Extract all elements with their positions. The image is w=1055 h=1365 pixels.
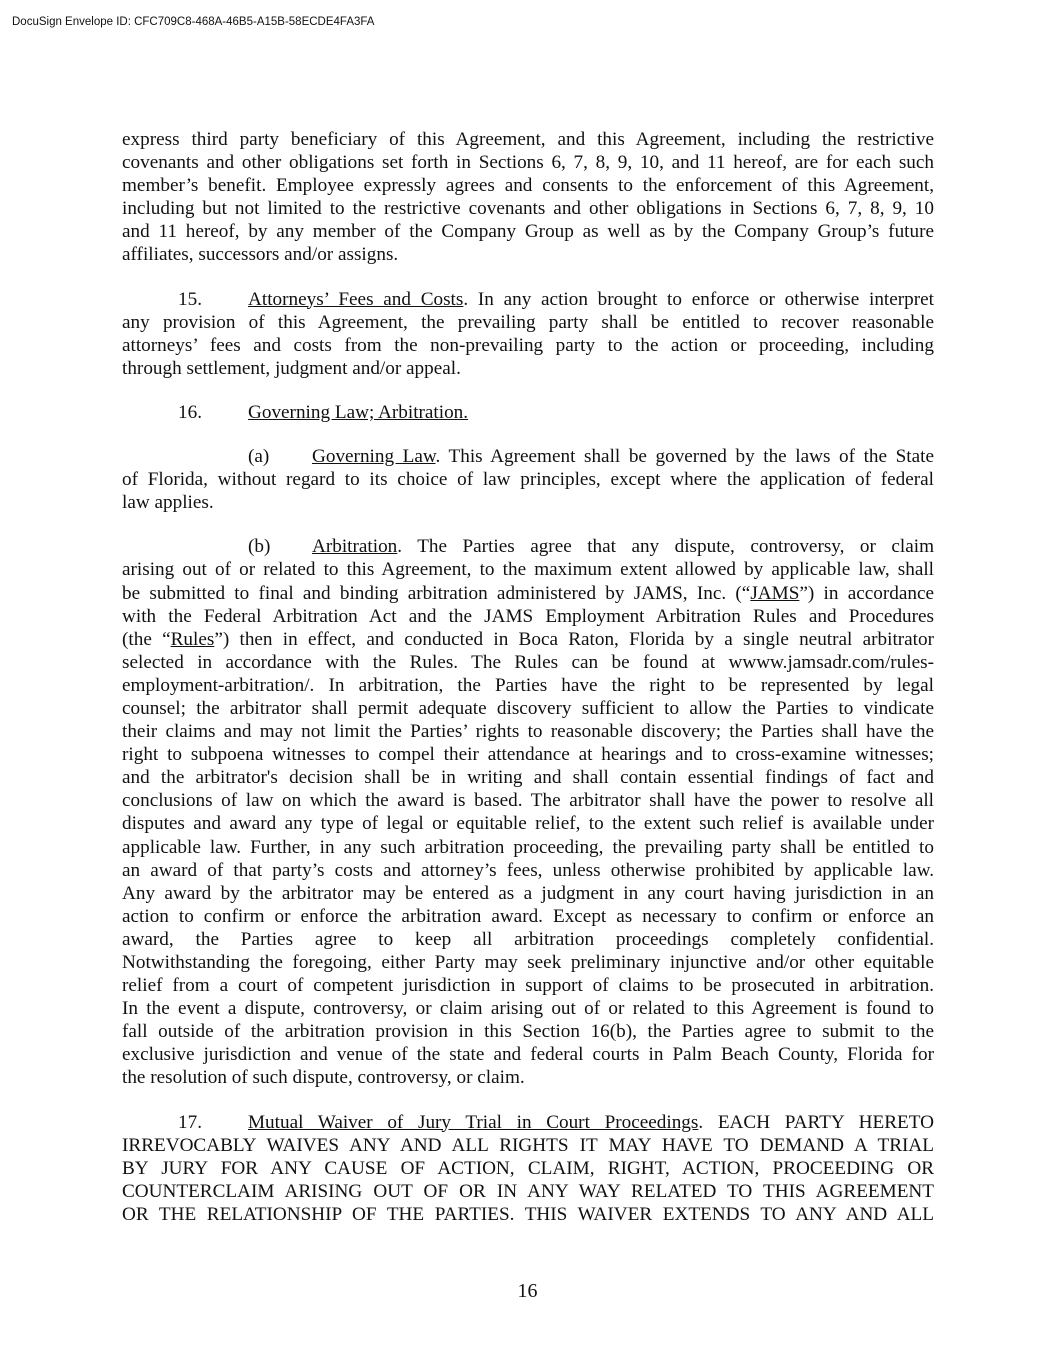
text-line: attorneys’ fees and costs from the non-prevailing party to the action or proceeding, including (122, 334, 934, 356)
text-line: including but not limited to the restrictive covenants and other obligations in Sections 6, 7, 8, 9, 10 (122, 198, 934, 220)
text-line: any provision of this Agreement, the prevailing party shall be entitled to recover reasonable (122, 311, 934, 333)
text-line: (the “Rules”) then in effect, and conducted in Boca Raton, Florida by a single neutral arbitrator (122, 628, 934, 650)
defined-term-jams: JAMS (750, 582, 800, 604)
section-17 (122, 1111, 934, 1226)
text-line: (b) Arbitration. The Parties agree that any dispute, controversy, or claim (248, 536, 934, 558)
text-line: conclusions of law on which the award is based. The arbitrator shall have the power to resolve all (122, 790, 934, 812)
subsection-16b (122, 535, 934, 1089)
section-heading: Mutual Waiver of Jury Trial in Court Proceedings (248, 1111, 699, 1133)
defined-term-rules: Rules (170, 628, 215, 650)
text-line: 17. Mutual Waiver of Jury Trial in Court Proceedings. EACH PARTY HERETO (178, 1111, 934, 1133)
page-number: 16 (517, 1280, 538, 1302)
text-line: the resolution of such dispute, controversy, or claim. (122, 1067, 525, 1089)
text-line: with the Federal Arbitration Act and the JAMS Employment Arbitration Rules and Procedures (122, 605, 934, 627)
text-line: and 11 hereof, by any member of the Company Group as well as by the Company Group’s future (122, 221, 934, 243)
text-line: law applies. (122, 492, 214, 514)
text-line: award, the Parties agree to keep all arbitration proceedings completely confidential. (122, 928, 934, 950)
text-line: be submitted to final and binding arbitration administered by JAMS, Inc. (“JAMS”) in accordance (122, 582, 934, 604)
text-line: arising out of or related to this Agreement, to the maximum extent allowed by applicable law, shall (122, 559, 934, 581)
text-line: disputes and award any type of legal or equitable relief, to the extent such relief is available under (122, 813, 934, 835)
text-line: relief from a court of competent jurisdiction in support of claims to be prosecuted in arbitration. (122, 975, 934, 997)
text-line: fall outside of the arbitration provision in this Section 16(b), the Parties agree to submit to the (122, 1021, 934, 1043)
text-line: an award of that party’s costs and attorney’s fees, unless otherwise prohibited by applicable law. (122, 859, 934, 881)
text-line: IRREVOCABLY WAIVES ANY AND ALL RIGHTS IT MAY HAVE TO DEMAND A TRIAL (122, 1134, 934, 1156)
text-line: selected in accordance with the Rules. The Rules can be found at wwww.jamsadr.com/rules- (122, 651, 934, 673)
text-line: BY JURY FOR ANY CAUSE OF ACTION, CLAIM, RIGHT, ACTION, PROCEEDING OR (122, 1157, 934, 1179)
docusign-envelope-id: DocuSign Envelope ID: CFC709C8-468A-46B5-A15B-58ECDE4FA3FA (12, 16, 375, 28)
text-line: employment-arbitration/. In arbitration, the Parties have the right to be represented by legal (122, 674, 934, 696)
text-line: applicable law. Further, in any such arbitration proceeding, the prevailing party shall be entitled to (122, 836, 934, 858)
text-line: counsel; the arbitrator shall permit adequate discovery sufficient to allow the Parties to vindicate (122, 697, 934, 719)
text-line: 16. Governing Law; Arbitration. (178, 401, 469, 423)
text-line: (a) Governing Law. This Agreement shall be governed by the laws of the State (248, 446, 934, 468)
text-line: and the arbitrator's decision shall be in writing and shall contain essential findings of fact and (122, 767, 934, 789)
section-16 (122, 401, 934, 1090)
text-line: COUNTERCLAIM ARISING OUT OF OR IN ANY WAY RELATED TO THIS AGREEMENT (122, 1180, 934, 1202)
text-line: OR THE RELATIONSHIP OF THE PARTIES. THIS WAIVER EXTENDS TO ANY AND ALL (122, 1203, 934, 1225)
text-line: action to confirm or enforce the arbitration award. Except as necessary to confirm or enforce an (122, 905, 934, 927)
text-line: covenants and other obligations set forth in Sections 6, 7, 8, 9, 10, and 11 hereof, are for each such (122, 152, 934, 174)
text-line: of Florida, without regard to its choice of law principles, except where the application of federal (122, 469, 934, 491)
section-heading: Attorneys’ Fees and Costs (248, 288, 464, 310)
text-line: Notwithstanding the foregoing, either Party may seek preliminary injunctive and/or other equitable (122, 952, 934, 973)
text-line: right to subpoena witnesses to compel their attendance at hearings and to cross-examine witnesses; (122, 744, 934, 766)
text-line: affiliates, successors and/or assigns. (122, 244, 399, 266)
continuation-paragraph (122, 128, 934, 267)
text-line: 15. Attorneys’ Fees and Costs. In any action brought to enforce or otherwise interpret (178, 288, 934, 310)
section-heading: Governing Law; Arbitration. (248, 401, 469, 423)
text-line: through settlement, judgment and/or appeal. (122, 357, 461, 379)
text-line: their claims and may not limit the Parties’ rights to reasonable discovery; the Parties shall have the (122, 721, 934, 743)
text-line: In the event a dispute, controversy, or claim arising out of or related to this Agreement is found to (122, 998, 934, 1020)
subsection-heading: Arbitration (312, 536, 398, 558)
subsection-heading: Governing Law (312, 446, 436, 468)
text-line: exclusive jurisdiction and venue of the state and federal courts in Palm Beach County, Florida for (122, 1044, 934, 1066)
document-body (122, 128, 934, 1226)
text-line: Any award by the arbitrator may be entered as a judgment in any court having jurisdiction in an (122, 882, 934, 904)
subsection-16a (122, 445, 934, 514)
section-15 (122, 288, 934, 380)
text-line: member’s benefit. Employee expressly agrees and consents to the enforcement of this Agreement, (122, 175, 934, 197)
text-line: express third party beneficiary of this Agreement, and this Agreement, including the restrictive (122, 129, 934, 150)
